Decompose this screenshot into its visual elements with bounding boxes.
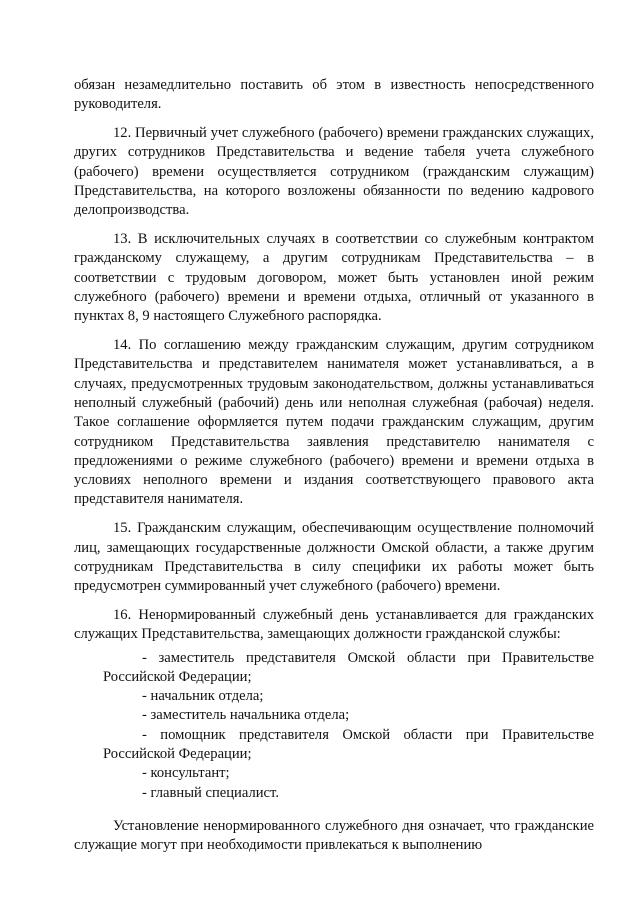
paragraph-15: 15. Гражданским служащим, обеспечивающим осуществление полномочий лиц, замещающих государственные должности Омской области, а также другим сотрудникам Представительства в силу специфики их работы может быть предусмотрен суммированный учет служебного (рабочего) времени. — [74, 520, 594, 595]
list-item: - заместитель начальника отдела; — [142, 707, 350, 724]
list-item: - консультант; — [142, 765, 230, 782]
paragraph-13: 13. В исключительных случаях в соответствии со служебным контрактом гражданскому служащему, а другим сотрудникам Представительства – в соответствии с трудовым договором, может быть установлен иной режим служебного (рабочего) времени и времени отдыха, отличный от указанного в пунктах 8, 9 настоящего Служебного распорядка. — [74, 231, 594, 325]
paragraph-continuation: обязан незамедлительно поставить об этом в известность непосредственного руководителя. — [74, 77, 594, 113]
paragraph-14: 14. По соглашению между гражданским служащим, другим сотрудником Представительства и представителем нанимателя может устанавливаться, а в случаях, предусмотренных трудовым законодательством, должны устанавливаться неполный служебный (рабочий) день или неполная служебная (рабочая) неделя. Такое соглашение оформляется путем подачи гражданским служащим, другим сотрудником Представительства заявления представителю нанимателя с предложениями о режиме служебного (рабочего) времени и времени отдыха в условиях неполного времени и издания соответствующего правового акта представителя нанимателя. — [74, 337, 594, 508]
list-item: - помощник представителя Омской области при Правительстве Российской Федерации; — [103, 726, 594, 762]
list-item: - начальник отдела; — [142, 688, 264, 705]
paragraph-12: 12. Первичный учет служебного (рабочего) времени гражданских служащих, других сотрудников Представительства и ведение табеля учета служебного (рабочего) времени осуществляется сотрудником (гражданским служащим) Представительства, на которого возложены обязанности по ведению кадрового делопроизводства. — [74, 125, 594, 219]
list-item: - главный специалист. — [142, 784, 279, 801]
list-item: - заместитель представителя Омской области при Правительстве Российской Федерации; — [103, 649, 594, 685]
document-page — [74, 76, 594, 870]
positions-list — [74, 649, 594, 803]
paragraph-16: 16. Ненормированный служебный день устанавливается для гражданских служащих Представительства, замещающих должности гражданской службы: — [74, 606, 594, 643]
paragraph-last: Установление ненормированного служебного дня означает, что гражданские служащие могут при необходимости привлекаться к выполнению — [74, 817, 594, 854]
